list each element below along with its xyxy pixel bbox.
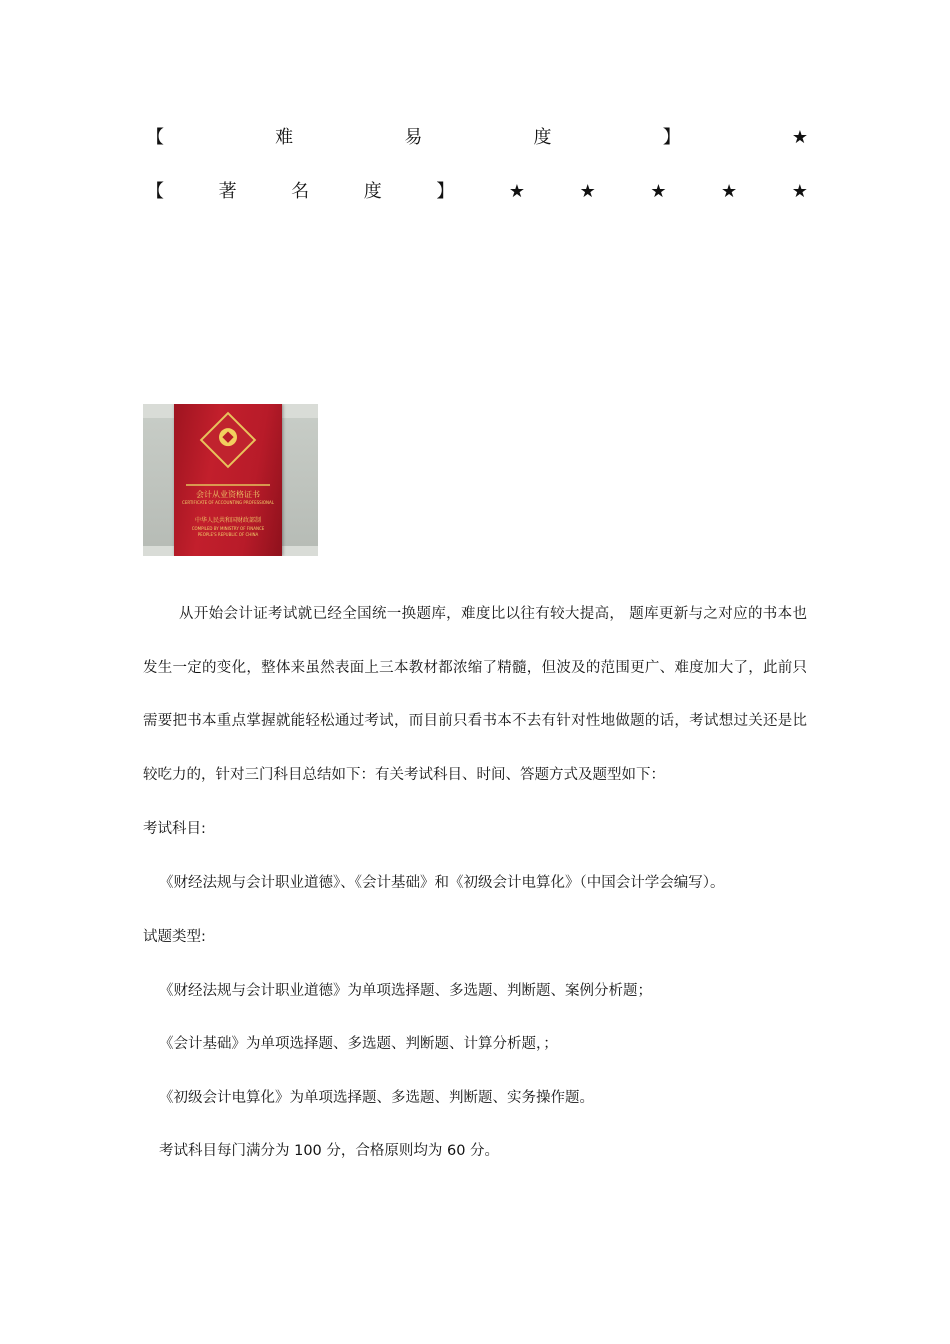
certificate-title: 会计从业资格证书	[196, 490, 260, 499]
rating-label-char: 难	[275, 127, 294, 148]
difficulty-rating	[146, 127, 808, 149]
subjects-heading: 考试科目:	[143, 821, 206, 837]
star-icon: ★	[791, 127, 808, 148]
rating-label-char: 著	[218, 181, 237, 202]
star-icon: ★	[579, 181, 596, 202]
certificate-issuer: 中华人民共和国财政部制	[194, 517, 261, 524]
bracket-close: 】	[662, 127, 681, 148]
star-icon: ★	[650, 181, 667, 202]
rating-label-char: 名	[291, 181, 310, 202]
types-heading: 试题类型:	[143, 929, 206, 945]
subjects-list: 《财经法规与会计职业道德》、《会计基础》和《初级会计电算化》（中国会计学会编写）。	[159, 875, 725, 891]
intro-paragraph: 从开始会计证考试就已经全国统一换题库，难度比以往有较大提高， 题库更新与之对应的书本也发生一定的变化，整体来虽然表面上三本教材都浓缩了精髓，但波及的范围更广、难度加大了，此前只需要把书本重点掌握就能轻松通过考试，而目前只看书本不去有针对性地做题的话，考试想过关还是比较吃力的，针对三门科目总结如下：有关考试科目、时间、答题方式及题型如下：	[143, 606, 807, 783]
bracket-close: 】	[436, 181, 455, 202]
type-item: 《初级会计电算化》为单项选择题、多选题、判断题、实务操作题。	[159, 1090, 594, 1106]
certificate-photo	[143, 404, 318, 556]
rating-label-char: 度	[533, 127, 552, 148]
type-item: 《会计基础》为单项选择题、多选题、判断题、计算分析题，；	[159, 1036, 558, 1052]
bracket-open: 【	[146, 181, 164, 202]
star-icon: ★	[791, 181, 808, 202]
star-icon: ★	[721, 181, 738, 202]
star-icon: ★	[508, 181, 526, 202]
rating-label-char: 易	[404, 127, 423, 148]
certificate-subtitle: CERTIFICATE OF ACCOUNTING PROFESSIONAL	[182, 500, 274, 505]
scoring-note: 考试科目每门满分为 100 分，合格原则均为 60 分。	[159, 1143, 500, 1159]
fame-rating	[146, 181, 808, 203]
certificate-issuer-en: PEOPLE'S REPUBLIC OF CHINA	[197, 532, 259, 537]
bracket-open: 【	[146, 127, 164, 148]
rating-label-char: 度	[363, 181, 382, 202]
emblem-icon	[200, 412, 257, 469]
type-item: 《财经法规与会计职业道德》为单项选择题、多选题、判断题、案例分析题；	[159, 983, 652, 999]
certificate-issuer-en: COMPILED BY MINISTRY OF FINANCE	[191, 526, 265, 531]
certificate-cover	[174, 404, 282, 556]
